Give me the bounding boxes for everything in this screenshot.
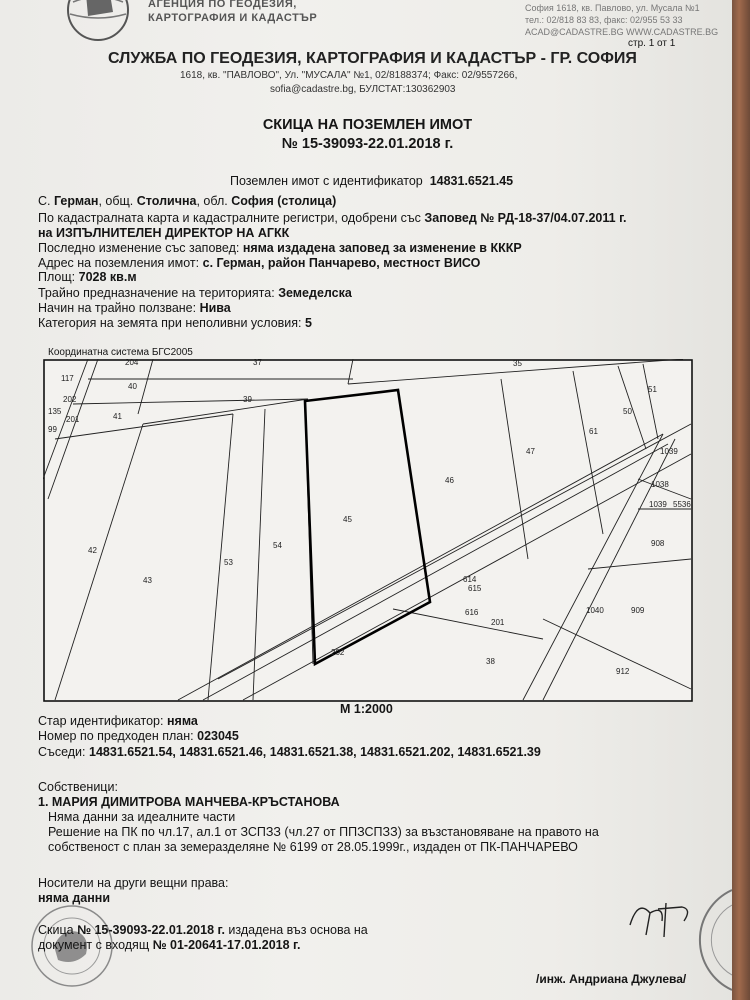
map-label: 615: [468, 584, 482, 593]
sketch-number: № 15-39093-22.01.2018 г.: [281, 136, 454, 152]
municipality-label: , общ.: [98, 194, 134, 208]
footer-doc-label: документ с входящ: [38, 938, 150, 952]
decision-line1: Решение на ПК по чл.17, ал.1 от ЗСПЗЗ (чл.27 от ППЗСПЗЗ) за възстановяване на правото на: [48, 825, 599, 839]
map-label: 201: [491, 618, 505, 627]
agency-logo-icon: [58, 0, 138, 44]
municipality: Столична: [136, 194, 197, 208]
area-value: 7028 кв.м: [78, 270, 137, 284]
footer-doc-no: № 01-20641-17.01.2018 г.: [152, 938, 301, 952]
map-label: 908: [651, 539, 665, 548]
area-row: [38, 270, 137, 284]
footer-sketch-no: № 15-39093-22.01.2018 г.: [77, 923, 225, 937]
map-scale: М 1:2000: [340, 702, 393, 716]
address-label: Адрес на поземления имот:: [38, 256, 200, 270]
category-value: 5: [305, 316, 312, 330]
region-label: , обл.: [196, 194, 228, 208]
map-label: 5536: [673, 500, 691, 509]
map-label: 45: [343, 515, 352, 524]
purpose-label: Трайно предназначение на територията:: [38, 286, 275, 300]
order-issuer: на ИЗПЪЛНИТЕЛЕН ДИРЕКТОР НА АГКК: [38, 226, 290, 240]
old-id-row: [38, 714, 198, 728]
order-label: По кадастралната карта и кадастралните регистри, одобрени със: [38, 211, 421, 225]
map-label: 616: [465, 608, 479, 617]
village: Герман: [53, 194, 99, 208]
usage-label: Начин на трайно ползване:: [38, 301, 197, 315]
order-row: [38, 211, 627, 225]
category-row: [38, 316, 312, 330]
decision-line2: собственост с план за земеразделяне № 6199 от 28.05.1999г., издаден от ПК-ПАНЧАРЕВО: [48, 840, 578, 854]
contact-line3: ACAD@CADASTRE.BG WWW.CADASTRE.BG: [525, 27, 719, 37]
map-label: 47: [526, 447, 535, 456]
map-label: 117: [61, 374, 74, 383]
purpose-value: Земеделска: [278, 286, 352, 300]
old-id-value: няма: [166, 714, 198, 728]
agency-name-line2: КАРТОГРАФИЯ И КАДАСТЪР: [148, 12, 318, 24]
property-id-value: 14831.6521.45: [429, 174, 514, 188]
neighbors-row: [38, 745, 541, 759]
contact-line1: София 1618, кв. Павлово, ул. Мусала №1: [525, 3, 700, 13]
cadastral-map: [43, 359, 693, 702]
map-label: 614: [463, 575, 477, 584]
neighbors-value: 14831.6521.54, 14831.6521.46, 14831.6521.38, 14831.6521.202, 14831.6521.39: [89, 745, 541, 759]
map-label: 1039: [649, 500, 667, 509]
footer-sketch-label: Скица: [38, 923, 74, 937]
map-label: 42: [88, 546, 97, 555]
footer-issued-based: издадена въз основа на: [228, 923, 368, 937]
map-label: 201: [66, 415, 80, 424]
owner-parts: Няма данни за идеалните части: [48, 810, 236, 824]
service-email: sofia@cadastre.bg, БУЛСТАТ:130362903: [270, 84, 456, 95]
property-id-label: Поземлен имот с идентификатор: [230, 174, 423, 188]
owner-1: 1. МАРИЯ ДИМИТРОВА МАНЧЕВА-КРЪСТАНОВА: [38, 795, 340, 809]
map-label: 53: [224, 558, 233, 567]
map-label: 204: [125, 359, 139, 367]
address-value: с. Герман, район Панчарево, местност ВИСО: [202, 256, 481, 270]
village-prefix: С.: [38, 194, 51, 208]
map-label: 35: [513, 359, 522, 368]
map-label: 46: [445, 476, 454, 485]
map-label: 39: [243, 395, 252, 404]
category-label: Категория на земята при неполивни условия:: [38, 316, 302, 330]
coordinate-system: Координатна система БГС2005: [48, 347, 193, 358]
map-label: 135: [48, 407, 62, 416]
service-title: СЛУЖБА ПО ГЕОДЕЗИЯ, КАРТОГРАФИЯ И КАДАСТЪР - ГР. СОФИЯ: [108, 50, 637, 67]
map-label: 51: [648, 385, 657, 394]
map-label: 37: [253, 359, 262, 367]
map-label: 54: [273, 541, 282, 550]
usage-row: [38, 301, 231, 315]
map-label: 41: [113, 412, 122, 421]
purpose-row: [38, 286, 352, 300]
map-label: 1040: [586, 606, 604, 615]
map-label: 99: [48, 425, 57, 434]
rights-label: Носители на други вещни права:: [38, 876, 229, 890]
map-label: 43: [143, 576, 152, 585]
map-label: 38: [486, 657, 495, 666]
wood-background: [732, 0, 750, 1000]
last-change-value: няма издадена заповед за изменение в КККР: [242, 241, 522, 255]
usage-value: Нива: [199, 301, 231, 315]
map-label: 912: [616, 667, 630, 676]
map-label: 202: [63, 395, 77, 404]
rights-value: няма данни: [38, 891, 111, 905]
signatory-name: /инж. Андриана Джулева/: [536, 972, 687, 986]
order-value: Заповед № РД-18-37/04.07.2011 г.: [424, 211, 627, 225]
page-number: стр. 1 от 1: [628, 38, 676, 49]
old-id-label: Стар идентификатор:: [38, 714, 164, 728]
signature-icon: [620, 895, 700, 945]
contact-line2: тел.: 02/818 83 83, факс: 02/955 53 33: [525, 15, 683, 25]
map-label: 1039: [660, 447, 678, 456]
map-label: 40: [128, 382, 137, 391]
sketch-title: СКИЦА НА ПОЗЕМЛЕН ИМОТ: [262, 117, 473, 133]
area-label: Площ:: [38, 270, 76, 284]
location-row: [38, 194, 336, 208]
last-change-label: Последно изменение със заповед:: [38, 241, 240, 255]
neighbors-label: Съседи:: [38, 745, 86, 759]
map-label: 1038: [651, 480, 669, 489]
footer-doc-row: [38, 938, 300, 952]
property-id-row: [230, 174, 513, 188]
agency-name-line1: АГЕНЦИЯ ПО ГЕОДЕЗИЯ,: [148, 0, 297, 10]
plan-no-row: [38, 729, 239, 743]
plan-no-label: Номер по предходен план:: [38, 729, 194, 743]
last-change-row: [38, 241, 522, 255]
footer-sketch-row: [38, 923, 368, 937]
owners-label: Собственици:: [38, 780, 118, 794]
map-label: 202: [331, 648, 345, 657]
map-label: 50: [623, 407, 632, 416]
region: София (столица): [231, 194, 337, 208]
plan-no-value: 023045: [197, 729, 239, 743]
map-label: 909: [631, 606, 645, 615]
address-row: [38, 256, 480, 270]
map-label: 61: [589, 427, 598, 436]
service-address: 1618, кв. "ПАВЛОВО", Ул. "МУСАЛА" №1, 02/8188374; Факс: 02/9557266,: [180, 70, 518, 81]
